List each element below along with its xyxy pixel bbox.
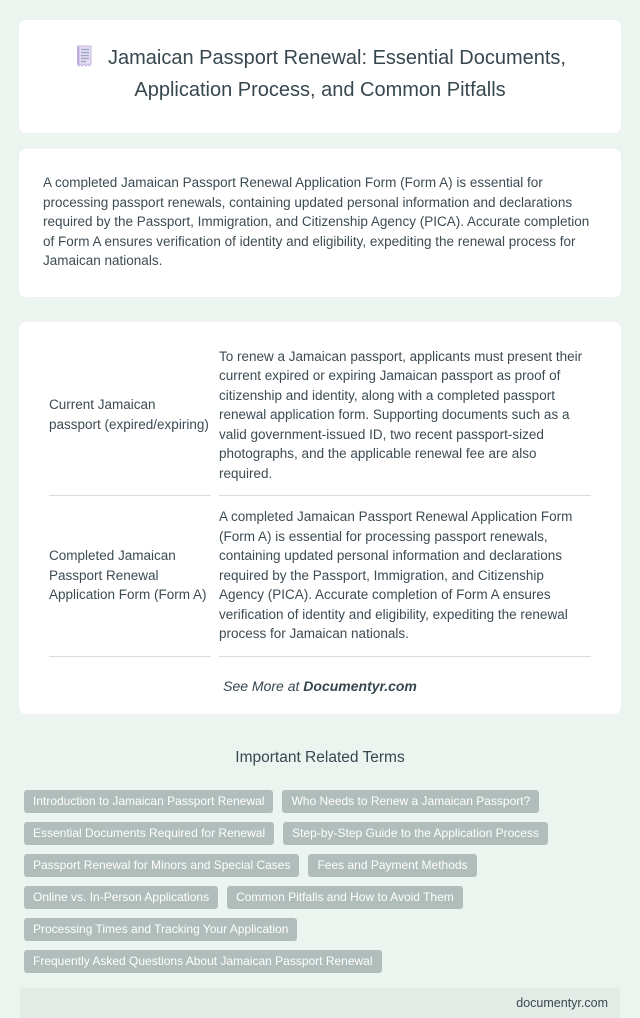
receipt-icon (74, 45, 94, 76)
tag-processing-times[interactable]: Processing Times and Tracking Your Application (24, 918, 297, 941)
see-more-prefix: See More at (223, 677, 304, 694)
description-cell: To renew a Jamaican passport, applicants must present their current expired or expiring Jamaican passport as proof of citizenship and identity, along with a completed passport renewal application form. Supporting documents such as a valid government-issued ID, two recent passport-sized photographs, and the applicable renewal fee are also required. (219, 336, 591, 497)
page-title (49, 44, 591, 105)
header-card (18, 19, 622, 134)
footer-site-link[interactable]: documentyr.com (516, 995, 608, 1010)
table-row (49, 496, 591, 657)
term-cell: Completed Jamaican Passport Renewal Application Form (Form A) (49, 496, 211, 657)
details-table (41, 336, 599, 657)
related-terms-tags (24, 790, 616, 973)
tag-essential-documents[interactable]: Essential Documents Required for Renewal (24, 822, 274, 845)
tag-introduction[interactable]: Introduction to Jamaican Passport Renewal (24, 790, 273, 813)
footer-bar (20, 988, 620, 1018)
term-cell: Current Jamaican passport (expired/expiring) (49, 336, 211, 497)
tag-step-by-step-guide[interactable]: Step-by-Step Guide to the Application Process (283, 822, 548, 845)
related-terms-heading: Important Related Terms (235, 748, 405, 766)
tag-faq[interactable]: Frequently Asked Questions About Jamaican Passport Renewal (24, 950, 382, 973)
tag-minors-special-cases[interactable]: Passport Renewal for Minors and Special Cases (24, 854, 299, 877)
tag-common-pitfalls[interactable]: Common Pitfalls and How to Avoid Them (227, 886, 463, 909)
tag-fees-payment-methods[interactable]: Fees and Payment Methods (308, 854, 476, 877)
summary-card (18, 148, 622, 298)
page-title-text: Jamaican Passport Renewal: Essential Documents, Application Process, and Common Pitfalls (108, 47, 566, 101)
description-cell: A completed Jamaican Passport Renewal Application Form (Form A) is essential for processing passport renewals, containing updated personal information and declarations required by the Passport, Immigration, and Citizenship Agency (PICA). Accurate completion of Form A ensures verification of identity and eligibility, expediting the renewal process for Jamaican nationals. (219, 496, 591, 657)
table-row (49, 336, 591, 497)
tag-who-needs-to-renew[interactable]: Who Needs to Renew a Jamaican Passport? (282, 790, 539, 813)
details-card (18, 321, 622, 715)
tag-online-vs-in-person[interactable]: Online vs. In-Person Applications (24, 886, 218, 909)
see-more-line (41, 678, 599, 694)
summary-text: A completed Jamaican Passport Renewal Application Form (Form A) is essential for processing passport renewals, containing updated personal information and declarations required by the Passport, Immigration, and Citizenship Agency (PICA). Accurate completion of Form A ensures verification of identity and eligibility, expediting the renewal process for Jamaican nationals. (43, 175, 590, 268)
see-more-brand-link[interactable]: Documentyr.com (303, 677, 417, 694)
